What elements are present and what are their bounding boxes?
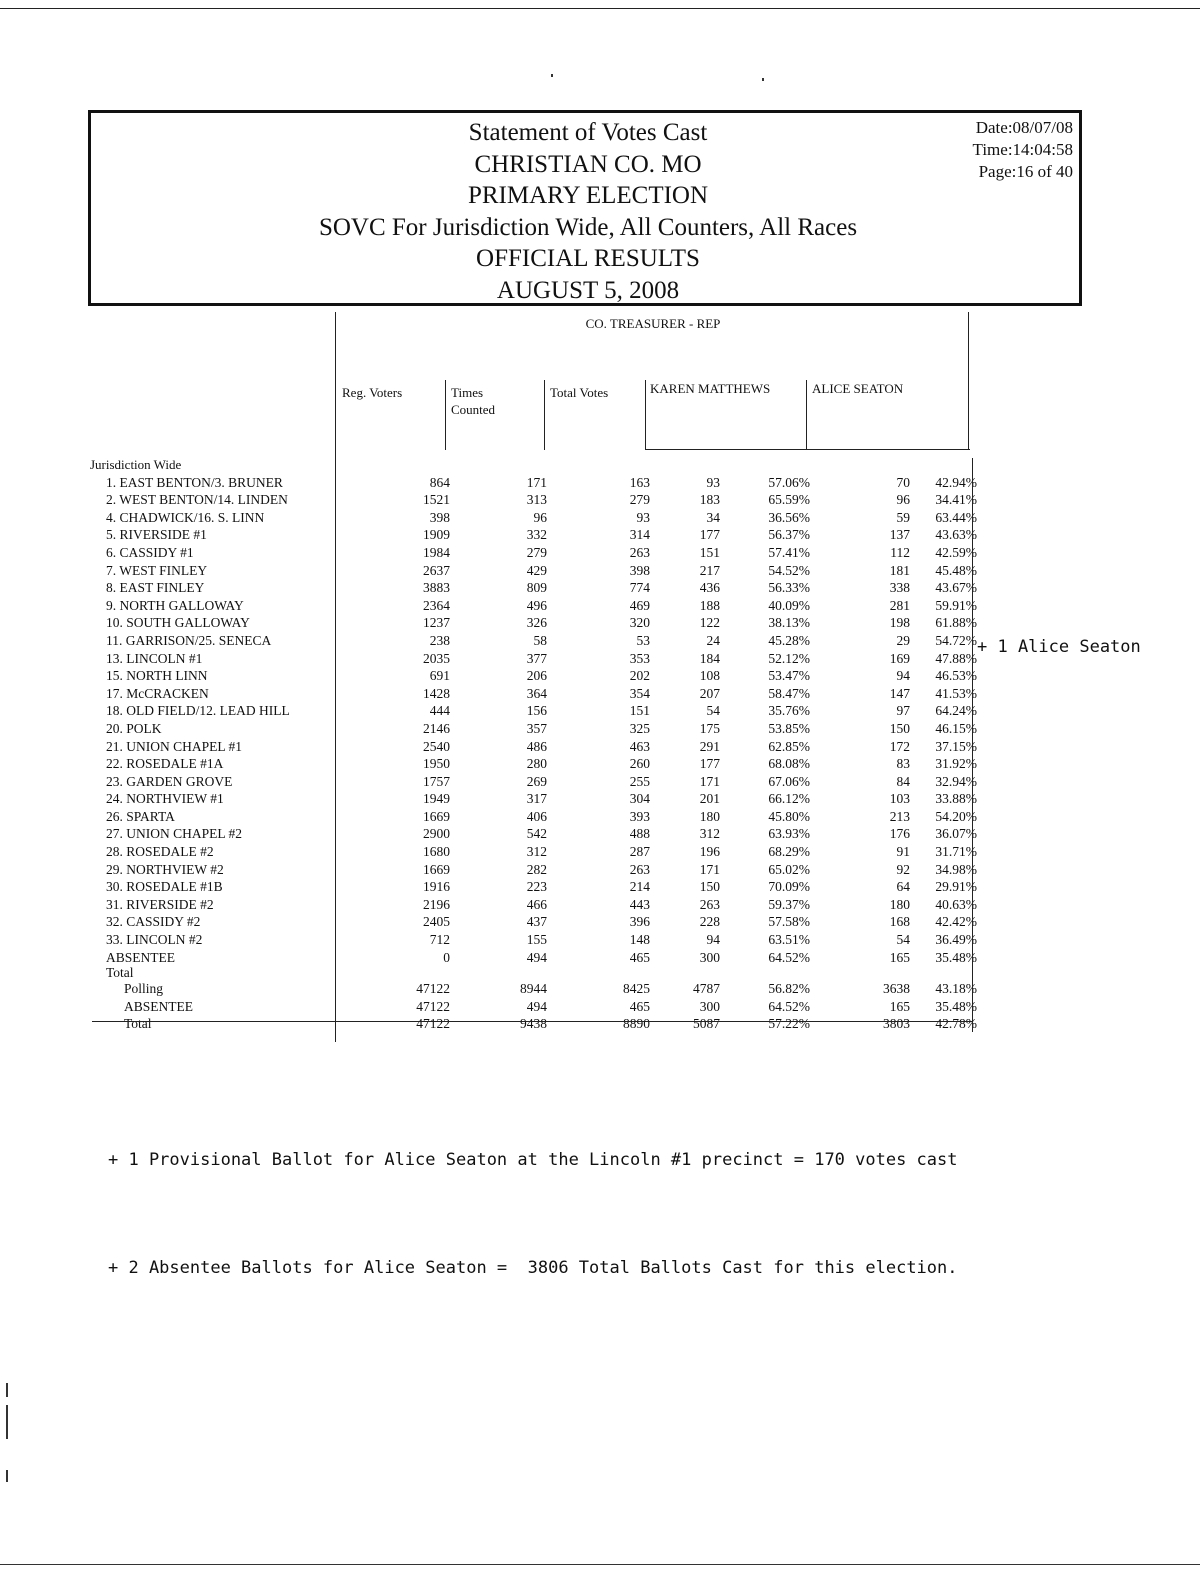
col-total-votes: Total Votes — [550, 385, 609, 400]
cell-p2: 36.49% — [935, 932, 977, 948]
cell-reg: 2900 — [423, 826, 450, 842]
cell-reg: 2035 — [423, 650, 450, 666]
scan-edge-mark — [6, 1470, 8, 1482]
cell-times: 377 — [526, 650, 547, 666]
cell-total: 396 — [629, 914, 650, 930]
handwritten-notes — [108, 1070, 958, 1322]
cell-c2: 96 — [896, 492, 910, 508]
col-times-line: Times — [451, 385, 484, 400]
table-divider-right — [968, 312, 969, 450]
cell-reg: 691 — [429, 668, 450, 684]
jurisdiction-name: 22. ROSEDALE #1A — [106, 756, 224, 772]
title-line: OFFICIAL RESULTS — [476, 245, 700, 272]
cell-c2: 338 — [889, 580, 910, 596]
cell-times: 406 — [526, 808, 547, 824]
cell-reg: 2637 — [423, 562, 450, 578]
cell-times: 494 — [526, 998, 547, 1014]
cell-reg: 712 — [429, 932, 450, 948]
table-divider-left — [335, 312, 336, 1042]
cell-p2: 42.42% — [935, 914, 977, 930]
cell-times: 9438 — [520, 1016, 547, 1032]
cell-times: 96 — [533, 509, 547, 525]
title-line: PRIMARY ELECTION — [467, 182, 709, 209]
cell-c2: 176 — [889, 826, 910, 842]
cell-p2: 45.48% — [935, 562, 977, 578]
jurisdiction-name: 6. CASSIDY #1 — [106, 544, 194, 560]
jurisdiction-name: 24. NORTHVIEW #1 — [106, 791, 224, 807]
cell-c2: 168 — [889, 914, 910, 930]
cell-total: 398 — [629, 562, 650, 578]
col-reg-voters: Reg. Voters — [342, 385, 403, 400]
cell-total: 774 — [629, 580, 650, 596]
cell-reg: 47122 — [416, 998, 450, 1014]
report-page: Page:16 of 40 — [978, 162, 1073, 181]
cell-total: 443 — [629, 896, 650, 912]
cell-c2: 172 — [889, 738, 910, 754]
cell-c1: 312 — [699, 826, 720, 842]
cell-total: 488 — [629, 826, 650, 842]
cell-reg: 0 — [443, 949, 450, 965]
cell-reg: 398 — [429, 509, 450, 525]
cell-times: 280 — [526, 756, 547, 772]
cell-reg: 444 — [429, 703, 450, 719]
cell-total: 465 — [629, 998, 650, 1014]
title-line: AUGUST 5, 2008 — [496, 276, 680, 304]
cell-c2: 112 — [890, 544, 910, 560]
cell-p1: 45.80% — [768, 808, 810, 824]
cell-total: 354 — [629, 685, 650, 701]
cell-p2: 37.15% — [935, 738, 977, 754]
cell-p2: 32.94% — [935, 773, 977, 789]
table-right-edge — [972, 458, 973, 1032]
cell-total: 202 — [629, 668, 650, 684]
title-line: SOVC For Jurisdiction Wide, All Counters, All Races — [318, 213, 858, 241]
cell-p2: 61.88% — [935, 615, 977, 631]
header-underline — [645, 449, 970, 450]
cell-c2: 181 — [889, 562, 910, 578]
col-divider — [806, 380, 807, 450]
col-candidate-2: ALICE SEATON — [812, 381, 904, 396]
cell-p2: 42.78% — [935, 1016, 977, 1032]
jurisdiction-name: 4. CHADWICK/16. S. LINN — [106, 509, 265, 525]
jurisdiction-name: 31. RIVERSIDE #2 — [106, 896, 214, 912]
cell-c2: 97 — [896, 703, 910, 719]
cell-reg: 1984 — [423, 544, 450, 560]
cell-c1: 217 — [699, 562, 720, 578]
cell-p1: 57.06% — [768, 474, 810, 490]
cell-c1: 196 — [699, 844, 720, 860]
race-title: CO. TREASURER - REP — [585, 316, 721, 331]
cell-p1: 35.76% — [768, 703, 810, 719]
cell-times: 155 — [526, 932, 547, 948]
jurisdiction-name: ABSENTEE — [106, 949, 175, 965]
report-header-box — [88, 110, 1082, 306]
cell-reg: 1950 — [423, 756, 450, 772]
cell-c1: 177 — [699, 527, 720, 543]
cell-p1: 45.28% — [768, 632, 810, 648]
cell-total: 163 — [629, 474, 650, 490]
scan-speck — [762, 78, 764, 81]
cell-c1: 201 — [699, 791, 720, 807]
cell-c2: 29 — [896, 632, 910, 648]
cell-p1: 65.02% — [768, 861, 810, 877]
cell-total: 93 — [636, 509, 650, 525]
jurisdiction-name: 26. SPARTA — [106, 808, 175, 824]
total-label: Total — [106, 965, 134, 981]
cell-p1: 64.52% — [768, 998, 810, 1014]
cell-c1: 180 — [699, 808, 720, 824]
cell-total: 8890 — [623, 1016, 650, 1032]
report-meta — [973, 117, 1073, 183]
cell-reg: 1909 — [423, 527, 450, 543]
handwritten-side-note: + 1 Alice Seaton — [977, 637, 1141, 657]
cell-p2: 46.53% — [935, 668, 977, 684]
cell-reg: 1669 — [423, 808, 450, 824]
section-label: Jurisdiction Wide — [90, 457, 182, 472]
cell-c1: 34 — [706, 509, 720, 525]
col-divider — [544, 380, 545, 450]
cell-total: 325 — [629, 720, 650, 736]
cell-times: 269 — [526, 773, 547, 789]
cell-times: 542 — [526, 826, 547, 842]
cell-c1: 188 — [699, 597, 720, 613]
cell-times: 357 — [526, 720, 547, 736]
jurisdiction-name: 23. GARDEN GROVE — [106, 773, 233, 789]
cell-p1: 67.06% — [768, 773, 810, 789]
cell-c1: 300 — [699, 949, 720, 965]
jurisdiction-name: 5. RIVERSIDE #1 — [106, 527, 207, 543]
cell-c1: 5087 — [693, 1016, 720, 1032]
cell-c1: 184 — [699, 650, 720, 666]
cell-c1: 291 — [699, 738, 720, 754]
cell-times: 326 — [526, 615, 547, 631]
cell-total: 263 — [629, 861, 650, 877]
cell-c1: 183 — [699, 492, 720, 508]
cell-times: 364 — [526, 685, 547, 701]
note-line: + 2 Absentee Ballots for Alice Seaton = 3806 Total Ballots Cast for this election. — [108, 1258, 958, 1278]
cell-times: 279 — [526, 544, 547, 560]
cell-p1: 56.33% — [768, 580, 810, 596]
cell-c2: 169 — [889, 650, 910, 666]
cell-p2: 43.63% — [935, 527, 977, 543]
cell-c1: 24 — [706, 632, 720, 648]
cell-c1: 171 — [699, 773, 720, 789]
cell-total: 469 — [629, 597, 650, 613]
cell-times: 809 — [526, 580, 547, 596]
cell-p1: 54.52% — [768, 562, 810, 578]
cell-p2: 64.24% — [935, 703, 977, 719]
cell-c1: 228 — [699, 914, 720, 930]
cell-reg: 2364 — [423, 597, 450, 613]
cell-total: 53 — [636, 632, 650, 648]
cell-c1: 300 — [699, 998, 720, 1014]
jurisdiction-name: Polling — [124, 981, 164, 997]
cell-p2: 31.71% — [935, 844, 977, 860]
cell-p2: 33.88% — [935, 791, 977, 807]
cell-p1: 57.58% — [768, 914, 810, 930]
cell-p1: 62.85% — [768, 738, 810, 754]
cell-c2: 3638 — [883, 981, 910, 997]
col-candidate-1: KAREN MATTHEWS — [650, 381, 771, 396]
page-bottom-rule — [0, 1564, 1200, 1565]
cell-c1: 151 — [699, 544, 720, 560]
cell-p1: 57.41% — [768, 544, 810, 560]
jurisdiction-name: 9. NORTH GALLOWAY — [106, 597, 244, 613]
cell-c2: 84 — [896, 773, 910, 789]
total-rule — [92, 1021, 972, 1022]
jurisdiction-name: 13. LINCOLN #1 — [106, 650, 203, 666]
cell-c2: 103 — [889, 791, 910, 807]
cell-p2: 41.53% — [935, 685, 977, 701]
cell-total: 463 — [629, 738, 650, 754]
cell-total: 263 — [629, 544, 650, 560]
cell-times: 486 — [526, 738, 547, 754]
cell-c1: 150 — [699, 879, 720, 895]
cell-c1: 177 — [699, 756, 720, 772]
cell-p1: 56.82% — [768, 981, 810, 997]
jurisdiction-name: 8. EAST FINLEY — [106, 580, 205, 596]
cell-c1: 93 — [706, 474, 720, 490]
cell-c2: 147 — [889, 685, 910, 701]
cell-total: 287 — [629, 844, 650, 860]
cell-p2: 31.92% — [935, 756, 977, 772]
cell-p2: 36.07% — [935, 826, 977, 842]
cell-c2: 198 — [889, 615, 910, 631]
report-date: Date:08/07/08 — [975, 118, 1073, 137]
scan-edge-mark — [6, 1405, 8, 1439]
cell-p1: 63.93% — [768, 826, 810, 842]
col-divider — [445, 380, 446, 450]
report-time: Time:14:04:58 — [972, 140, 1073, 159]
cell-c2: 91 — [896, 844, 910, 860]
cell-reg: 1680 — [423, 844, 450, 860]
cell-p2: 34.41% — [935, 492, 977, 508]
cell-c2: 70 — [896, 474, 910, 490]
title-line: CHRISTIAN CO. MO — [474, 150, 702, 178]
cell-reg: 2540 — [423, 738, 450, 754]
cell-total: 148 — [629, 932, 650, 948]
jurisdiction-name: 32. CASSIDY #2 — [106, 914, 201, 930]
jurisdiction-name: 11. GARRISON/25. SENECA — [106, 632, 272, 648]
cell-reg: 3883 — [423, 580, 450, 596]
cell-p2: 47.88% — [935, 650, 977, 666]
cell-reg: 238 — [429, 632, 450, 648]
cell-c1: 263 — [699, 896, 720, 912]
cell-times: 496 — [526, 597, 547, 613]
cell-total: 260 — [629, 756, 650, 772]
jurisdiction-name: 15. NORTH LINN — [106, 668, 208, 684]
cell-c2: 3803 — [883, 1016, 910, 1032]
cell-reg: 1237 — [423, 615, 450, 631]
cell-times: 171 — [526, 474, 547, 490]
cell-c2: 92 — [896, 861, 910, 877]
jurisdiction-name: 18. OLD FIELD/12. LEAD HILL — [106, 703, 290, 719]
jurisdiction-name: 1. EAST BENTON/3. BRUNER — [106, 474, 283, 490]
cell-times: 437 — [526, 914, 547, 930]
cell-times: 332 — [526, 527, 547, 543]
cell-c1: 171 — [699, 861, 720, 877]
cell-p1: 68.29% — [768, 844, 810, 860]
cell-c1: 94 — [706, 932, 720, 948]
report-title — [91, 117, 1085, 306]
cell-p1: 38.13% — [768, 615, 810, 631]
cell-p2: 54.20% — [935, 808, 977, 824]
cell-times: 282 — [526, 861, 547, 877]
cell-p2: 46.15% — [935, 720, 977, 736]
jurisdiction-name: 21. UNION CHAPEL #1 — [106, 738, 242, 754]
cell-reg: 864 — [429, 474, 450, 490]
cell-reg: 1669 — [423, 861, 450, 877]
cell-total: 465 — [629, 949, 650, 965]
cell-p1: 53.47% — [768, 668, 810, 684]
cell-c1: 207 — [699, 685, 720, 701]
cell-c1: 54 — [706, 703, 720, 719]
col-divider — [645, 380, 646, 450]
cell-c2: 165 — [889, 998, 910, 1014]
jurisdiction-name: ABSENTEE — [124, 998, 193, 1014]
jurisdiction-name: 20. POLK — [106, 720, 162, 736]
cell-reg: 1521 — [423, 492, 450, 508]
cell-p1: 68.08% — [768, 756, 810, 772]
cell-reg: 1916 — [423, 879, 450, 895]
cell-c2: 165 — [889, 949, 910, 965]
cell-total: 393 — [629, 808, 650, 824]
cell-times: 206 — [526, 668, 547, 684]
jurisdiction-name: 29. NORTHVIEW #2 — [106, 861, 224, 877]
cell-p1: 52.12% — [768, 650, 810, 666]
note-line: + 1 Provisional Ballot for Alice Seaton at the Lincoln #1 precinct = 170 votes cast — [108, 1150, 958, 1170]
jurisdiction-name: 10. SOUTH GALLOWAY — [106, 615, 250, 631]
cell-p2: 35.48% — [935, 949, 977, 965]
cell-p2: 43.67% — [935, 580, 977, 596]
cell-c2: 150 — [889, 720, 910, 736]
title-line: Statement of Votes Cast — [468, 119, 708, 146]
cell-p1: 58.47% — [768, 685, 810, 701]
cell-times: 156 — [526, 703, 547, 719]
cell-times: 313 — [526, 492, 547, 508]
cell-p2: 35.48% — [935, 998, 977, 1014]
cell-p2: 54.72% — [935, 632, 977, 648]
cell-p1: 53.85% — [768, 720, 810, 736]
cell-c1: 108 — [699, 668, 720, 684]
cell-total: 279 — [629, 492, 650, 508]
cell-reg: 2405 — [423, 914, 450, 930]
cell-p2: 34.98% — [935, 861, 977, 877]
jurisdiction-name: 30. ROSEDALE #1B — [106, 879, 223, 895]
cell-p1: 56.37% — [768, 527, 810, 543]
cell-reg: 1428 — [423, 685, 450, 701]
cell-reg: 47122 — [416, 1016, 450, 1032]
cell-reg: 47122 — [416, 981, 450, 997]
jurisdiction-name: 33. LINCOLN #2 — [106, 932, 203, 948]
cell-p2: 42.94% — [935, 474, 977, 490]
cell-p1: 40.09% — [768, 597, 810, 613]
cell-c2: 83 — [896, 756, 910, 772]
cell-c2: 281 — [889, 597, 910, 613]
cell-times: 317 — [526, 791, 547, 807]
cell-p1: 70.09% — [768, 879, 810, 895]
cell-c1: 175 — [699, 720, 720, 736]
cell-c2: 59 — [896, 509, 910, 525]
cell-total: 314 — [629, 527, 650, 543]
cell-p1: 36.56% — [768, 509, 810, 525]
cell-p1: 65.59% — [768, 492, 810, 508]
cell-p1: 63.51% — [768, 932, 810, 948]
cell-times: 8944 — [520, 981, 547, 997]
cell-p2: 43.18% — [935, 981, 977, 997]
cell-times: 312 — [526, 844, 547, 860]
cell-c2: 54 — [896, 932, 910, 948]
cell-times: 58 — [533, 632, 547, 648]
cell-p1: 66.12% — [768, 791, 810, 807]
page-top-rule — [0, 8, 1200, 9]
cell-p2: 29.91% — [935, 879, 977, 895]
jurisdiction-name: 7. WEST FINLEY — [106, 562, 208, 578]
cell-c1: 436 — [699, 580, 720, 596]
cell-total: 214 — [629, 879, 650, 895]
col-times-line: Counted — [451, 402, 496, 417]
cell-p2: 42.59% — [935, 544, 977, 560]
cell-total: 8425 — [623, 981, 650, 997]
cell-times: 466 — [526, 896, 547, 912]
cell-p1: 64.52% — [768, 949, 810, 965]
cell-total: 151 — [629, 703, 650, 719]
cell-reg: 2146 — [423, 720, 450, 736]
scan-speck — [551, 74, 553, 77]
jurisdiction-name: 2. WEST BENTON/14. LINDEN — [106, 492, 288, 508]
cell-p1: 59.37% — [768, 896, 810, 912]
cell-p2: 63.44% — [935, 509, 977, 525]
jurisdiction-name: 17. McCRACKEN — [106, 685, 209, 701]
scan-edge-mark — [6, 1383, 8, 1397]
cell-c1: 4787 — [693, 981, 720, 997]
cell-total: 304 — [629, 791, 650, 807]
cell-times: 223 — [526, 879, 547, 895]
cell-total: 320 — [629, 615, 650, 631]
cell-times: 429 — [526, 562, 547, 578]
cell-p1: 57.22% — [768, 1016, 810, 1032]
cell-c2: 213 — [889, 808, 910, 824]
col-times-counted — [451, 384, 495, 418]
cell-c1: 122 — [699, 615, 720, 631]
jurisdiction-name: 27. UNION CHAPEL #2 — [106, 826, 242, 842]
cell-reg: 1757 — [423, 773, 450, 789]
cell-p2: 40.63% — [935, 896, 977, 912]
cell-times: 494 — [526, 949, 547, 965]
jurisdiction-name: Total — [124, 1016, 152, 1032]
cell-reg: 2196 — [423, 896, 450, 912]
cell-c2: 137 — [889, 527, 910, 543]
cell-reg: 1949 — [423, 791, 450, 807]
cell-c2: 64 — [896, 879, 910, 895]
cell-c2: 94 — [896, 668, 910, 684]
cell-p2: 59.91% — [935, 597, 977, 613]
cell-total: 255 — [629, 773, 650, 789]
cell-total: 353 — [629, 650, 650, 666]
jurisdiction-name: 28. ROSEDALE #2 — [106, 844, 214, 860]
cell-c2: 180 — [889, 896, 910, 912]
